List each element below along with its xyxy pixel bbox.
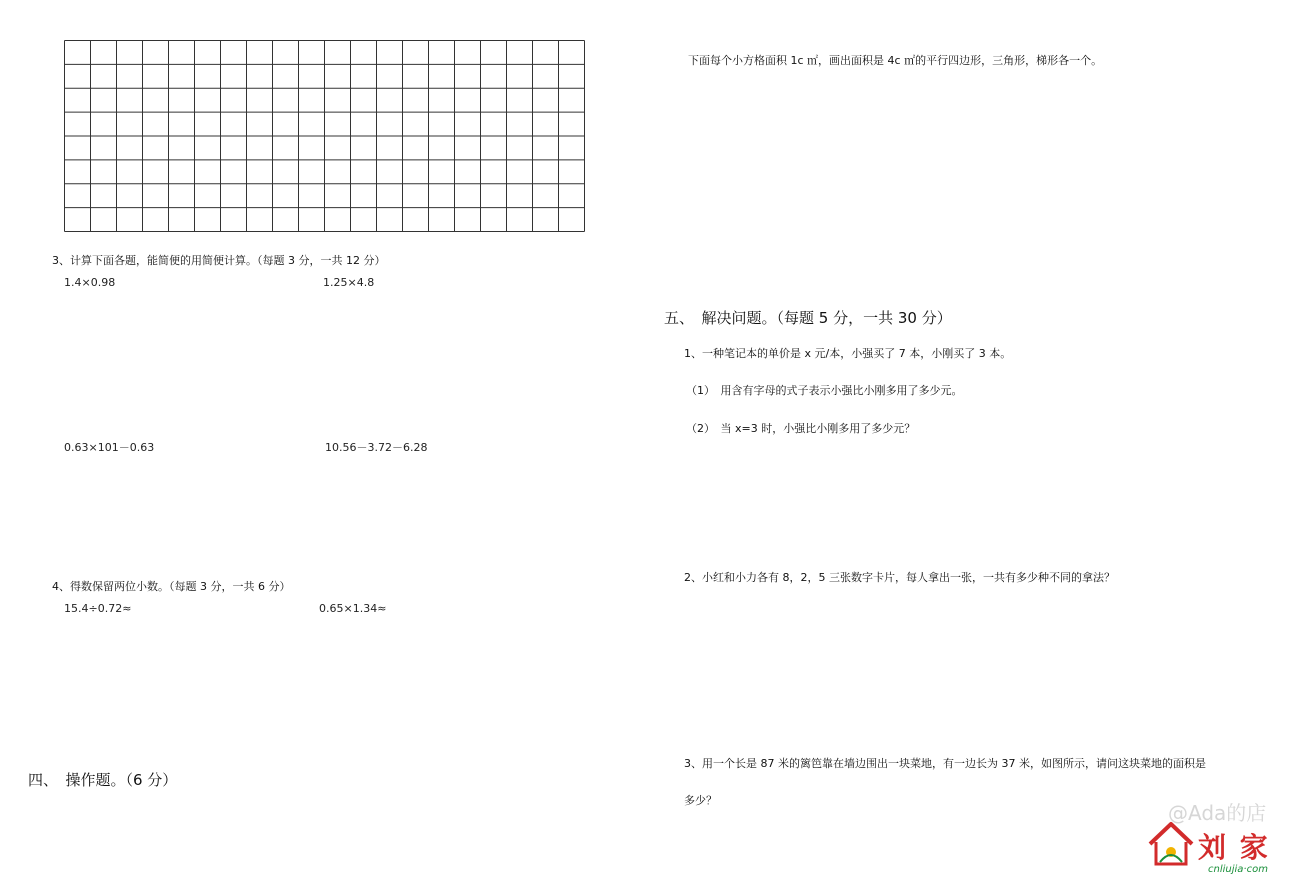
house-logo-icon bbox=[1146, 818, 1196, 868]
watermark-url: cnliujia·com bbox=[1208, 864, 1268, 875]
section-4-title: 四、 操作题。（6 分） bbox=[28, 771, 178, 789]
square-grid bbox=[64, 40, 585, 232]
watermark-handle: @Ada的店 bbox=[1168, 801, 1267, 825]
problem-3-line-2: 多少？ bbox=[684, 794, 717, 807]
q3-item-3: 0.63×101－0.63 bbox=[64, 441, 155, 454]
q3-item-2: 1.25×4.8 bbox=[323, 276, 375, 289]
q3-item-1: 1.4×0.98 bbox=[64, 276, 116, 289]
problem-3-line-1: 3、用一个长是 87 米的篱笆靠在墙边围出一块菜地，有一边长为 37 米，如图所示，请问这块菜地的面积是 bbox=[684, 757, 1206, 770]
q3-item-4: 10.56－3.72－6.28 bbox=[325, 441, 428, 454]
section-5-title: 五、 解决问题。（每题 5 分，一共 30 分） bbox=[664, 309, 952, 327]
q3-title: 3、计算下面各题，能简便的用简便计算。（每题 3 分，一共 12 分） bbox=[52, 254, 386, 267]
watermark-brand: 刘 家 bbox=[1198, 831, 1270, 864]
q4-title: 4、得数保留两位小数。（每题 3 分，一共 6 分） bbox=[52, 580, 291, 593]
q4-item-2: 0.65×1.34≈ bbox=[319, 602, 387, 615]
problem-1-part-1: （1） 用含有字母的式子表示小强比小刚多用了多少元。 bbox=[686, 384, 963, 397]
q4-item-1: 15.4÷0.72≈ bbox=[64, 602, 132, 615]
problem-1-part-2: （2） 当 x=3 时，小强比小刚多用了多少元？ bbox=[686, 422, 916, 435]
grid-instruction: 下面每个小方格面积 1c ㎡，画出面积是 4c ㎡的平行四边形，三角形，梯形各一个。 bbox=[688, 54, 1103, 67]
problem-1: 1、一种笔记本的单价是 x 元/本，小强买了 7 本，小刚买了 3 本。 bbox=[684, 347, 1012, 360]
problem-2: 2、小红和小力各有 8，2，5 三张数字卡片，每人拿出一张，一共有多少种不同的拿法？ bbox=[684, 571, 1115, 584]
